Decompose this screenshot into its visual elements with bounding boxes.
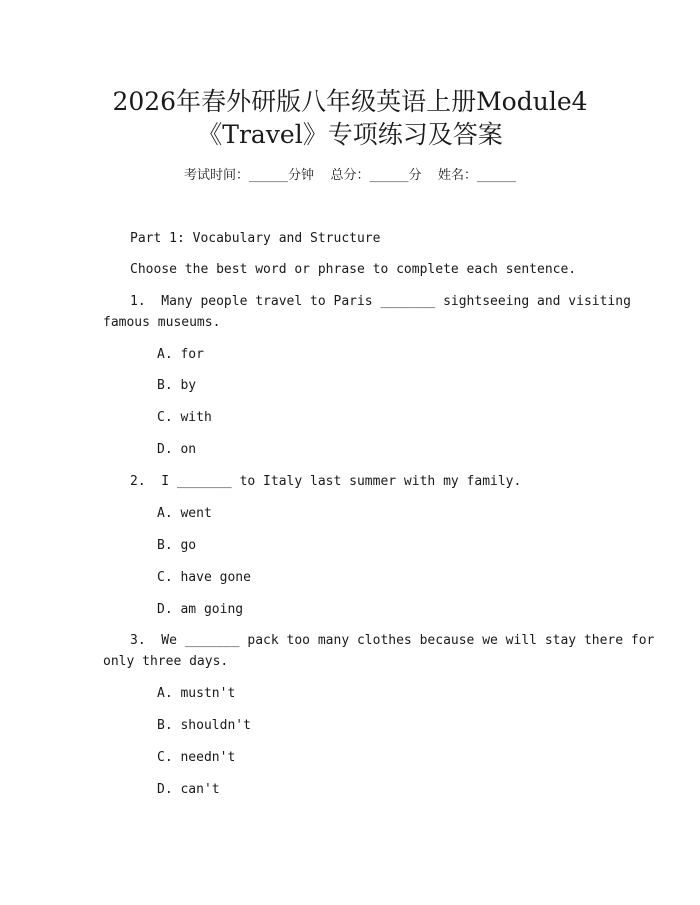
question-3-option-a: A. mustn't [157,686,236,701]
document-title-line-1: 2026年春外研版八年级英语上册Module4 [112,87,588,116]
question-2-option-c: C. have gone [157,570,251,585]
question-1-option-a: A. for [157,347,204,362]
question-1-option-b: B. by [157,378,197,393]
question-1-line-1: 1. Many people travel to Paris _______ sightseeing and visiting [130,294,631,309]
question-2-option-d: D. am going [157,602,244,617]
document-title-line-2: 《Travel》专项练习及答案 [197,120,503,149]
exam-info-line: 考试时间：______分钟 总分：______分 姓名：______ [183,168,517,183]
question-1-option-c: C. with [157,410,212,425]
question-2-option-b: B. go [157,538,197,553]
question-3-line-2: only three days. [103,654,229,669]
part-heading: Part 1: Vocabulary and Structure [130,231,381,246]
question-3-line-1: 3. We _______ pack too many clothes because we will stay there for [130,633,655,648]
question-2-option-a: A. went [157,506,212,521]
instruction: Choose the best word or phrase to complete each sentence. [130,262,577,277]
question-3-option-b: B. shouldn't [157,718,251,733]
question-1-line-2: famous museums. [103,315,221,330]
question-3-option-d: D. can't [157,782,220,797]
question-3-option-c: C. needn't [157,750,236,765]
question-1-option-d: D. on [157,442,197,457]
question-2-line-1: 2. I _______ to Italy last summer with my family. [130,474,522,489]
